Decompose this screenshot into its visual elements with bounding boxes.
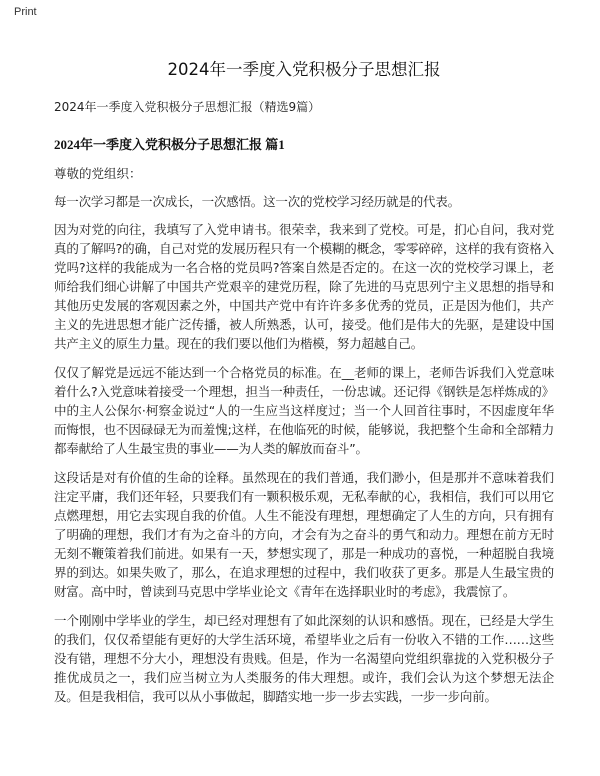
document-subtitle: 2024年一季度入党积极分子思想汇报（精选9篇） bbox=[54, 100, 321, 114]
document-body bbox=[54, 56, 554, 716]
paragraph: 每一次学习都是一次成长，一次感悟。这一次的党校学习经历就是的代表。 bbox=[54, 194, 460, 209]
paragraph: 这段话是对有价值的生命的诠释。虽然现在的我们普通，我们渺小，但是那并不意味着我们注定平庸，我们还年轻，只要我们有一颗积极乐观，无私奉献的心，我相信，我们可以用它点燃理想，用它去实现自我的价值。人生不能没有理想，理想确定了人生的方向，只有拥有了明确的理想，我们才有为之奋斗的方向，才会有为之奋斗的勇气和动力。理想在前方无时无刻不鞭策着我们前进。如果有一天，梦想实现了，那是一种成功的喜悦，一种超脱自我境界的到达。如果失败了，那么，在追求理想的过程中，我们收获了更多。那是人生最宝贵的财富。高中时，曾读到马克思中学毕业论文《青年在选择职业时的考虑》，我震惊了。 bbox=[54, 470, 554, 599]
greeting: 尊敬的党组织： bbox=[54, 166, 142, 181]
document-title: 2024年一季度入党积极分子思想汇报 bbox=[167, 60, 441, 79]
paragraph: 一个刚刚中学毕业的学生，却已经对理想有了如此深刻的认识和感悟。现在，已经是大学生的我们，仅仅希望能有更好的大学生活环境，希望毕业之后有一份收入不错的工作……这些没有错，理想不分大小，理想没有贵贱。但是，作为一名渴望向党组织靠拢的入党积极分子推优成员之一，我们应当树立为人类服务的伟大理想。或许，我们会认为这个梦想无法企及。但是我相信，我可以从小事做起，脚踏实地一步一步去实践，一步一步向前。 bbox=[54, 613, 554, 704]
paragraph: 仅仅了解党是远远不能达到一个合格党员的标准。在__老师的课上，老师告诉我们入党意味着什么?入党意味着接受一个理想，担当一种责任，一份忠诚。还记得《钢铁是怎样炼成的》中的主人公保尔·柯察金说过“人的一生应当这样度过；当一个人回首往事时，不因虚度年华而悔恨，也不因碌碌无为而羞愧;这样，在他临死的时候，能够说，我把整个生命和全部精力都奉献给了人生最宝贵的事业——为人类的解放而奋斗”。 bbox=[54, 365, 554, 456]
section-heading: 2024年一季度入党积极分子思想汇报 篇1 bbox=[54, 137, 285, 152]
paragraph: 因为对党的向往，我填写了入党申请书。很荣幸，我来到了党校。可是，扪心自问，我对党真的了解吗?的确，自己对党的发展历程只有一个模糊的概念，零零碎碎，这样的我有资格入党吗?这样的我能成为一名合格的党员吗?答案自然是否定的。在这一次的党校学习课上，老师给我们细心讲解了中国共产党艰辛的建党历程，除了先进的马克思列宁主义思想的指导和其他历史发展的客观因素之外，中国共产党中有许许多多优秀的党员，正是因为他们，共产主义的先进思想才能广泛传播，被人所熟悉，认可，接受。他们是伟大的先驱，是建设中国共产主义的原生力量。现在的我们要以他们为楷模，努力超越自己。 bbox=[54, 222, 554, 351]
print-label[interactable]: Print bbox=[14, 6, 37, 18]
